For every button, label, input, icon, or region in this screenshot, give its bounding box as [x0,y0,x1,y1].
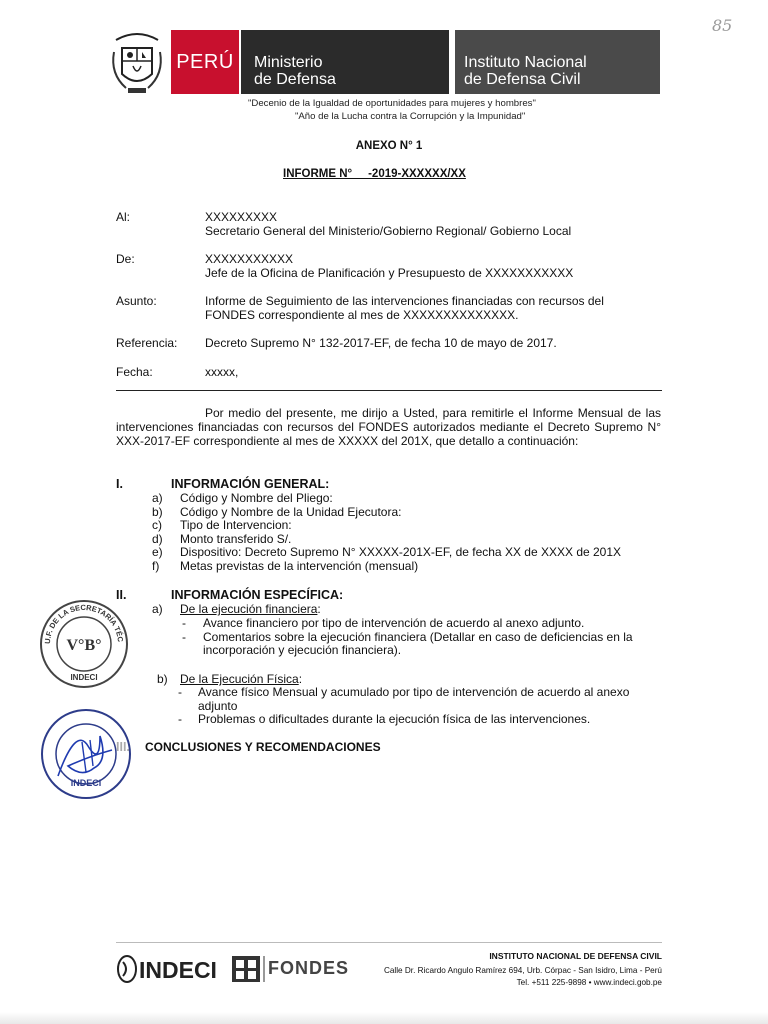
bullet-item: - Avance físico Mensual y acumulado por tipo de intervención de acuerdo al anexo [178,685,630,699]
fondes-logo [232,952,372,986]
field-subject-line1: Informe de Seguimiento de las intervenciones financiadas con recursos del [205,294,604,308]
bullet-item: - Comentarios sobre la ejecución financiera (Detallar en caso de deficiencias en la [182,629,633,644]
bullet-text: Problemas o dificultades durante la ejecución física de las intervenciones. [198,712,591,726]
bullet-item: - Problemas o dificultades durante la ejecución física de las intervenciones. [178,712,591,726]
list-text: Código y Nombre del Pliego: [180,491,333,505]
motto-decade: "Decenio de la Igualdad de oportunidades para mujeres y hombres" [248,98,536,109]
field-to-line2: Secretario General del Ministerio/Gobierno Regional/ Gobierno Local [205,224,572,238]
list-letter: f) [152,558,160,573]
institute-line2: de Defensa Civil [464,71,581,88]
stamp2-bottom-text: INDECI [70,778,102,788]
peru-coat-of-arms-logo [108,30,166,98]
section2-number: II. [116,588,127,602]
field-label-subject: Asunto: [116,294,157,308]
list-text: Dispositivo: Decreto Supremo N° XXXXX-201X-EF, de fecha XX de XXXX de 201X [180,545,622,559]
list-item [152,506,621,520]
bullet-text: Comentarios sobre la ejecución financiera (Detallar en caso de deficiencias en la [203,629,633,644]
intro-paragraph [116,406,661,448]
scan-edge-shadow [0,1012,768,1024]
field-value-subject [205,294,604,322]
footer-address: Calle Dr. Ricardo Angulo Ramírez 694, Urb. Córpac - San Isidro, Lima - Perú [383,966,662,975]
field-label-to: Al: [116,210,131,224]
list-text: Tipo de Intervencion: [180,518,292,532]
list-item [152,533,621,547]
list-text: Monto transferido S/. [180,531,292,546]
list-item [152,519,621,533]
stamp-ring-text: U.F. DE LA SECRETARÍA TÉC [42,602,126,645]
list-letter: d) [152,531,163,546]
section1-title-text: INFORMACIÓN GENERAL [171,477,326,491]
section2b-title: De la Ejecución Física: [180,672,303,686]
list-item [152,560,621,574]
stamp-vobo-text: V°B° [66,637,102,654]
section1-title: INFORMACIÓN GENERAL: [171,477,330,491]
section2b-title-text: De la Ejecución Física [180,672,299,686]
annex-title: ANEXO N° 1 [355,140,423,152]
motto-year: "Año de la Lucha contra la Corrupción y la Impunidad" [295,111,526,122]
list-text: Metas previstas de la intervención (mensual) [180,558,419,573]
section2a-title: De la ejecución financiera: [180,602,321,616]
ministry-line2: de Defensa [254,71,336,88]
list-text: Código y Nombre de la Unidad Ejecutora: [180,504,402,519]
bullet-text: Avance financiero por tipo de intervención de acuerdo al anexo adjunto. [203,616,585,630]
section2a-bullets [182,617,662,658]
ministry-line1: Ministerio [254,54,323,71]
list-letter: b) [152,504,163,519]
field-label-reference: Referencia: [116,336,178,350]
list-letter: c) [152,518,162,532]
institute-brand-box [455,30,660,94]
list-letter: a) [152,491,163,505]
section2a-title-text: De la ejecución financiera [180,602,318,616]
footer-divider [116,942,662,943]
field-value-date: xxxxx, [205,365,239,379]
list-letter: e) [152,545,163,559]
field-value-from [205,252,573,280]
fondes-logo-text: FONDES [268,958,350,978]
section2a-letter: a) [152,602,163,616]
section1-list [152,492,621,573]
field-from-line1: XXXXXXXXXXX [205,252,294,266]
bullet-item [182,644,662,658]
footer-contact: Tel. +511 225-9898 • www.indeci.gob.pe [516,978,662,987]
bullet-item: - Avance financiero por tipo de intervención de acuerdo al anexo adjunto. [182,616,585,630]
bullet-text: adjunto [198,698,238,713]
section1-number: I. [116,477,123,491]
section2-title: INFORMACIÓN ESPECÍFICA: [171,588,344,602]
indeci-logo [117,952,225,986]
field-value-reference: Decreto Supremo N° 132-2017-EF, de fecha 10 de mayo de 2017. [205,336,557,350]
section2b-letter: b) [157,672,168,686]
stamp-bottom-text: INDECI [70,673,98,682]
institute-line1: Instituto Nacional [464,54,587,71]
peru-brand-box [171,30,239,94]
bullet-item [178,700,662,714]
report-number: INFORME N° -2019-XXXXXX/XX [283,168,466,180]
separator-line [116,390,662,391]
signature-stamp [38,706,134,802]
field-to-line1: XXXXXXXXX [205,210,278,224]
field-from-line2: Jefe de la Oficina de Planificación y Presupuesto de XXXXXXXXXXX [205,266,574,280]
folio-number: 85 [712,16,733,35]
bullet-text: Avance físico Mensual y acumulado por tipo de intervención de acuerdo al anexo [198,685,630,699]
field-label-from: De: [116,252,135,266]
ministry-brand-box [241,30,449,94]
indeci-logo-text: INDECI [139,957,217,983]
vobo-stamp [38,598,130,690]
footer-institution: INSTITUTO NACIONAL DE DEFENSA CIVIL [489,951,662,961]
bullet-text: incorporación y ejecución financiera). [203,643,402,657]
footer-address-block [380,951,662,987]
list-item [152,492,621,506]
section3-number: III. [116,740,130,754]
field-subject-line2: FONDES correspondiente al mes de XXXXXXXXXXXXXX. [205,308,519,322]
list-item [152,546,621,560]
field-label-date: Fecha: [116,365,153,379]
section2b-bullets [178,686,662,727]
section3-title: CONCLUSIONES Y RECOMENDACIONES [145,740,381,754]
intro-text: Por medio del presente, me dirijo a Usted, para remitirle el Informe Mensual de las intervenciones financiadas con recursos del FONDES autorizados mediante el Decreto Supremo N° XXX-2017-EF correspondiente al mes de XXXXX del 201X, que detallo a continuación: [116,406,661,448]
peru-label: PERÚ [176,50,234,73]
field-value-to [205,210,571,238]
